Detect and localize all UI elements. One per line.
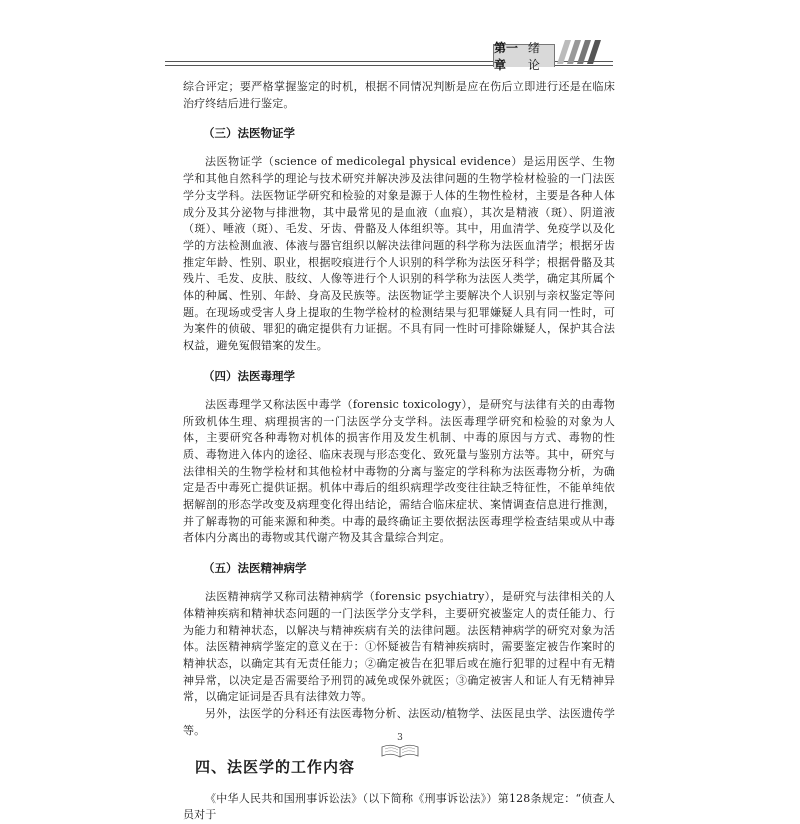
chapter-title: 绪 论 (527, 41, 542, 72)
paragraph: 综合评定；要严格掌握鉴定的时机，根据不同情况判断是应在伤后立即进行还是在临床治疗终结后进行鉴定。 (183, 80, 615, 110)
paragraph: 法医物证学（science of medicolegal physical evidence）是运用医学、生物学和其他自然科学的理论与技术研究并解决涉及法律问题的生物学检材检验的一门法医学分支学科。法医物证学研究和检验的对象是源于人体的生物性检材，主要是各种人体成分及其分泌物与排泄物，其中最常见的是血液（血痕），其次是精液（斑）、阴道液（斑）、唾液（斑）、毛发、牙齿、骨骼及人体组织等。其中，用血清学、免疫学以及化学的方法检测血液、体液与器官组织以解决法律问题的科学称为法医血清学；根据牙齿推定年龄、性别、职业，根据咬痕进行个人识别的科学称为法医牙科学；根据骨骼及其残片、毛发、皮肤、肢纹、人像等进行个人识别的科学称为法医人类学，确定其所属个体的种属、性别、年龄、身高及民族等。法医物证学主要解决个人识别与亲权鉴定等问题。在现场或受害人身上提取的生物学检材的检测结果与犯罪嫌疑人具有同一性时，可为案件的侦破、罪犯的确定提供有力证据。不具有同一性时可排除嫌疑人，保护其合法权益，避免冤假错案的发生。 (183, 155, 615, 353)
subheading-label: （三）法医物证学 (203, 126, 295, 141)
subheading-forensic-evidence (203, 125, 615, 141)
paragraph: 另外，法医学的分科还有法医毒物分析、法医动/植物学、法医昆虫学、法医遗传学等。 (183, 707, 615, 737)
page-footer (340, 733, 460, 763)
page-number: 3 (397, 733, 403, 743)
open-book-icon (380, 743, 420, 759)
diagonal-stripes-icon (557, 40, 607, 64)
chapter-label: 第一章 (494, 41, 519, 72)
subheading-forensic-toxicology (203, 368, 615, 384)
section-heading: 四、法医学的工作内容 (195, 757, 356, 776)
subheading-label: （四）法医毒理学 (203, 368, 295, 383)
paragraph: 法医精神病学又称司法精神病学（forensic psychiatry），是研究与法律相关的人体精神疾病和精神状态问题的一门法医学分支学科，主要研究被鉴定人的责任能力、行为能力和精神状态，以解决与精神疾病有关的法律问题。法医精神病学的研究对象为活体。法医精神病学鉴定的意义在于：①怀疑被告有精神疾病时，需要鉴定被告作案时的精神状态，以确定其有无责任能力；②确定被告在犯罪后或在施行犯罪的过程中有无精神异常，以决定是否需要给予刑罚的减免或保外就医；③确定被害人和证人有无精神异常，以确定证词是否具有法律效力等。 (183, 590, 615, 704)
paragraph: 《中华人民共和国刑事诉讼法》（以下简称《刑事诉讼法》）第128条规定：“侦查人员对于 (183, 791, 615, 822)
subheading-label: （五）法医精神病学 (203, 561, 307, 576)
paragraph: 法医毒理学又称法医中毒学（forensic toxicology），是研究与法律有关的由毒物所致机体生理、病理损害的一门法医学分支学科。法医毒理学研究和检验的对象为人体，主要研究各种毒物对机体的损害作用及发生机制、中毒的原因与方式、毒物的性质、毒物进入体内的途径、临床表现与形态变化、致死量与鉴别方法等。其中，研究与法律相关的生物学检材和其他检材中毒物的分离与鉴定的学科称为法医毒物分析，为确定是否中毒死亡提供证据。机体中毒后的组织病理学改变往往缺乏特征性，不能单纯依据解剖的形态学改变及病理变化得出结论，需结合临床症状、案情调查信息进行推测，并了解毒物的可能来源和种类。中毒的最终确证主要依据法医毒理学检查结果或从中毒者体内分离出的毒物或其代谢产物及其含量综合判定。 (183, 397, 615, 545)
chapter-tab (493, 41, 555, 72)
subheading-forensic-psychiatry (203, 560, 615, 576)
body-text (183, 79, 615, 824)
running-header (0, 38, 800, 78)
